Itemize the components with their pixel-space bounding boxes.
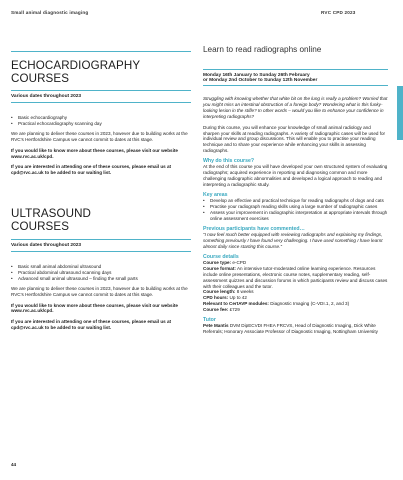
radiographs-intro-question: Struggling with knowing whether that white bit on the lung is really a problem? Worried that you might miss an intestinal obstruction of a foreign body? Wondering what is this funky-looking lesion in the stifle? In other words – would you like to enhance your confidence in interpreting radiographs? [203, 96, 388, 119]
divider [11, 51, 191, 52]
list-item: • Basic echocardiography [11, 115, 191, 121]
echo-section [11, 51, 191, 176]
course-type: Course type: e-CPD [203, 259, 247, 265]
ultrasound-course-list [11, 264, 191, 282]
divider [11, 102, 191, 103]
radiographs-dates: Monday 16th January to Sunday 26th February or Monday 2nd October to Sunday 12th November [203, 73, 318, 83]
ultrasound-section [11, 207, 191, 331]
why-heading: Why do this course? [203, 158, 255, 165]
divider [11, 251, 191, 252]
course-fee: Course fee: £729 [203, 307, 240, 313]
ultrasound-dates: Various dates throughout 2023 [11, 243, 82, 248]
ultrasound-para-waiting-list: If you are interested in attending one of these courses, please email us at cpd@rvc.ac.uk to be added to our waiting list. [11, 319, 172, 331]
echo-para-website: If you would like to know more about these courses, please visit our website www.rvc.ac.uk/cpd. [11, 147, 178, 159]
echo-para-waiting-list: If you are interested in attending one of these courses, please email us at cpd@rvc.ac.uk to be added to our waiting list. [11, 164, 172, 176]
tutor-info: Pete Mantis DVM DipECVDI FHEA FRCVS, Head of Diagnostic Imaging, Dick White Referrals; Honorary Associate Professor of Diagnostic Imaging, Nottingham University [203, 323, 378, 335]
radiographs-intro-text: During this course, you will enhance your knowledge of small animal radiology and sharpen your skills at reading radiographs. A variety of radiographic cases will be used for individual review and group discussions. This will enable you to practise your reading technique and to share your experience while enhancing your skills in assessing radiographs. [203, 124, 386, 154]
course-format: Course format: An intensive tutor-moderated online learning experience. Resources include online presentations, electronic course notes, supplementary reading, self-assessment quizzes and discussion forums in which participants review and discuss cases with their colleagues and the tutor. [203, 265, 388, 289]
list-item: • Basic small animal abdominal ultrasound [11, 264, 191, 270]
ultrasound-para-dates: We are planning to deliver these courses in 2023, however due to building works at the RVC's Hertfordshire Campus we cannot commit to dates at this stage. [11, 285, 188, 297]
list-item: • Develop an effective and practical technique for reading radiographs of dogs and cats [203, 198, 388, 204]
running-header-right: RVC CPD 2023 [321, 10, 356, 15]
key-areas-list [203, 198, 388, 222]
running-header-left: Small animal diagnostic imaging [11, 10, 89, 15]
echo-course-list [11, 115, 191, 127]
list-item: • Practise your radiograph reading skills using a large number of radiographic cases [203, 204, 388, 210]
echo-dates: Various dates throughout 2023 [11, 94, 82, 99]
ultrasound-para-website: If you would like to know more about these courses, please visit our website www.rvc.ac.uk/cpd. [11, 302, 178, 314]
radiographs-title: Learn to read radiographs online [203, 45, 322, 54]
why-text: At the end of this course you will have developed your own structured system of evaluating radiographs; acquired experience in reporting and diagnosing common and more challenging radiographic abnormalities and developed a logical approach to reading and interpreting a radiographic study. [203, 164, 388, 188]
echo-title: ECHOCARDIOGRAPHY COURSES [11, 59, 141, 85]
key-areas-heading: Key areas [203, 191, 228, 198]
course-details-heading: Course details [203, 253, 239, 260]
radiographs-section [203, 45, 388, 335]
course-length: Course length: 8 weeks [203, 289, 254, 295]
ultrasound-title: ULTRASOUND COURSES [11, 207, 92, 233]
page-number: 44 [11, 462, 17, 467]
section-tab-marker [397, 86, 403, 140]
list-item: • Assess your improvement in radiographic interpretation at appropriate intervals through online assessment exercises [203, 210, 388, 222]
previous-participants-heading: Previous participants have commented… [203, 225, 305, 232]
tutor-heading: Tutor [203, 317, 216, 324]
certavp-modules: Relevant to CertAVP modules: Diagnostic Imaging (C-VDI.1, 2, and 3) [203, 301, 350, 307]
participant-quote: "I now feel much better equipped with reviewing radiographs and explaining my findings, something previously I have found very challenging. I have used something I have learnt almost daily since starting this course." [203, 232, 383, 249]
cpd-hours: CPD hours: Up to 42 [203, 295, 247, 301]
divider [203, 85, 388, 86]
list-item: • Practical abdominal ultrasound scanning days [11, 270, 191, 276]
list-item: • Advanced small animal ultrasound – finding the small parts [11, 276, 191, 282]
echo-para-dates: We are planning to deliver these courses in 2023, however due to building works at the RVC's Hertfordshire Campus we cannot commit to dates at this stage. [11, 130, 188, 142]
list-item: • Practical echocardiography scanning day [11, 121, 191, 127]
